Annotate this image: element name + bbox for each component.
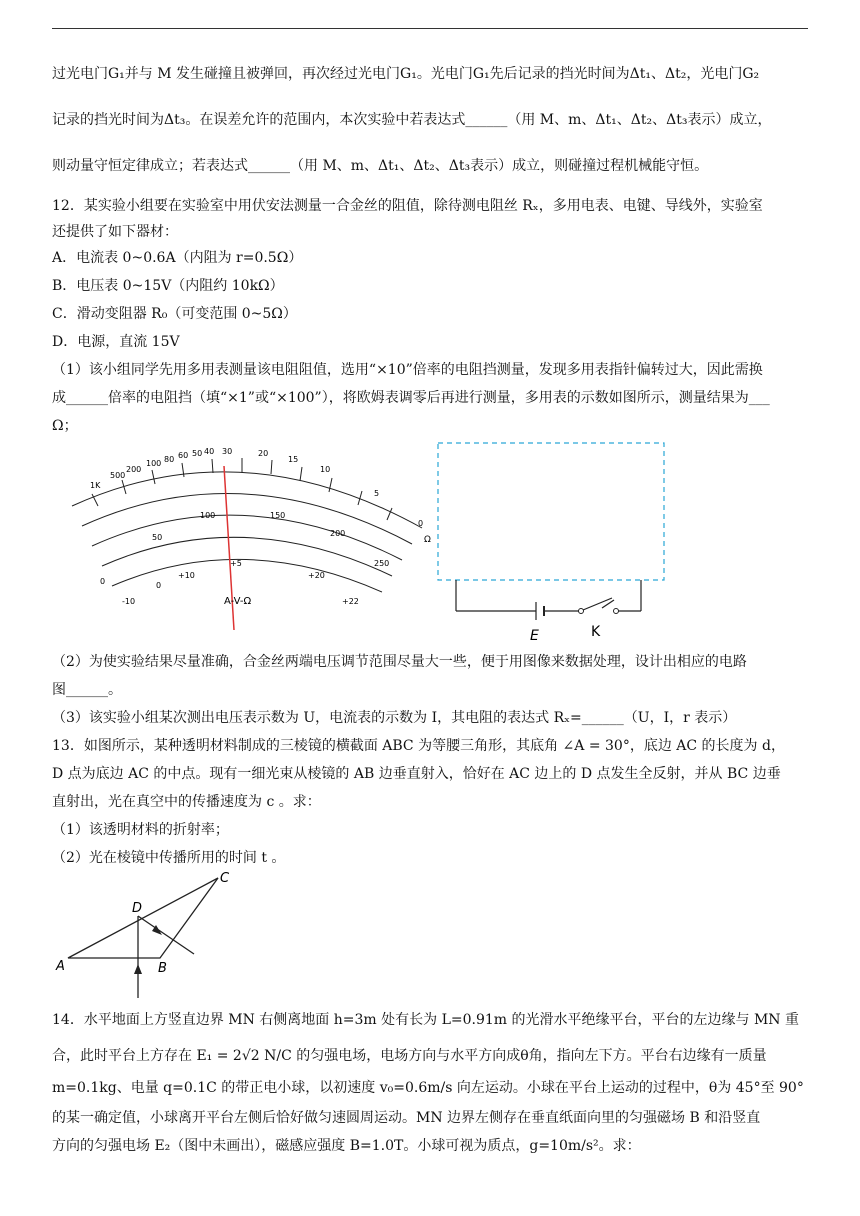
point-d-label: D [132, 901, 143, 916]
text-line: 方向的匀强电场 E₂（图中未画出），磁感应强度 B=1.0T。小球可视为质点，g=10m/s²。求： [52, 1138, 641, 1154]
dashed-design-area [438, 443, 664, 580]
question-13-title: 13．如图所示，某种透明材料制成的三棱镜的横截面 ABC 为等腰三角形，其底角 ∠A = 30°，底边 AC 的长度为 d， [52, 738, 785, 754]
ohm-tick-label: 200 [126, 465, 142, 474]
ac-tick-label: 0 [156, 581, 162, 590]
text-line: （2）为使实验结果尽量准确，合金丝两端电压调节范围尽量大一些，便于用图像来数据处理，设计出相应的电路 [52, 654, 747, 670]
vertex-c-label: C [220, 871, 230, 886]
ohm-tick-label: 5 [374, 489, 380, 498]
ohm-tick-label: 30 [222, 448, 233, 456]
switch-contact [614, 609, 619, 614]
ac-tick-label: +22 [342, 597, 359, 606]
battery-label: E [530, 628, 539, 644]
ohm-tick-label: 100 [146, 459, 162, 468]
switch-label: K [591, 624, 601, 640]
text-line: （1）该小组同学先用多用表测量该电阻阻值，选用“×10”倍率的电阻挡测量，发现多用表指针偏转过大，因此需换 [52, 362, 763, 378]
ohm-tick-label: 10 [320, 465, 331, 474]
header-rule [52, 28, 808, 29]
prism-figure [50, 868, 250, 1004]
option-c: C．滑动变阻器 R₀（可变范围 0~5Ω） [52, 306, 297, 322]
dc-tick-label: 250 [374, 559, 390, 568]
ray-arrow [134, 964, 142, 974]
text-line: 过光电门G₁并与 M 发生碰撞且被弹回，再次经过光电门G₁。光电门G₁先后记录的挡光时间为Δt₁、Δt₂，光电门G₂ [52, 66, 760, 82]
dc-tick-label: 0 [100, 577, 106, 586]
vertex-b-label: B [158, 961, 167, 976]
dc-tick-label: 150 [270, 511, 286, 520]
ac-tick-label: -10 [122, 597, 136, 606]
text-line: （2）光在棱镜中传播所用的时间 t 。 [52, 850, 286, 866]
dc-tick-label: 200 [330, 529, 346, 538]
text-line: （3）该实验小组某次测出电压表示数为 U，电流表的示数为 I，其电阻的表达式 Rₓ=______（U，I，r 表示） [52, 710, 737, 726]
multimeter-dial-figure [52, 448, 432, 630]
dc-tick-label: 100 [200, 511, 216, 520]
prism-triangle [68, 878, 218, 958]
dc-tick-label: 50 [152, 533, 163, 542]
text-line: 的某一确定值，小球离开平台左侧后恰好做匀速圆周运动。MN 边界左侧存在垂直纸面向里的匀强磁场 B 和沿竖直 [52, 1110, 761, 1126]
ohm-tick-label: 40 [204, 448, 215, 456]
text-line: 直射出，光在真空中的传播速度为 c 。求： [52, 794, 321, 810]
ohm-tick-label: 500 [110, 471, 126, 480]
question-14-title: 14．水平地面上方竖直边界 MN 右侧离地面 h=3m 处有长为 L=0.91m 的光滑水平绝缘平台，平台的左边缘与 MN 重 [52, 1012, 799, 1028]
ohm-tick-label: 60 [178, 451, 189, 460]
ac-tick-label: +5 [230, 559, 242, 568]
ac-tick-label: +20 [308, 571, 325, 580]
option-b: B．电压表 0~15V（内阻约 10kΩ） [52, 278, 284, 294]
text-line: （1）该透明材料的折射率； [52, 822, 229, 838]
text-line: Ω； [52, 418, 78, 434]
ac-tick-label: +10 [178, 571, 195, 580]
ohm-tick-label: 1K [90, 481, 101, 490]
ohm-tick-label: 0 [418, 519, 424, 528]
option-a: A．电流表 0~0.6A（内阻为 r=0.5Ω） [52, 250, 303, 266]
text-line: 还提供了如下器材： [52, 224, 178, 240]
text-line: 成______倍率的电阻挡（填“×1”或“×100”），将欧姆表调零后再进行测量，多用表的示数如图所示，测量结果为___ [52, 390, 770, 406]
switch-contact [579, 609, 584, 614]
text-line: 合，此时平台上方存在 E₁ = 2√2 N/C 的匀强电场，电场方向与水平方向成θ角，指向左下方。平台右边缘有一质量 [52, 1048, 767, 1064]
text-line: 图______。 [52, 682, 122, 698]
ohm-tick-label: 15 [288, 455, 299, 464]
omega-symbol: Ω [424, 535, 431, 545]
vertex-a-label: A [56, 959, 65, 974]
ohm-tick-label: 20 [258, 449, 269, 458]
meter-label: A-V-Ω [224, 596, 252, 607]
circuit-design-figure [436, 440, 676, 646]
text-line: 记录的挡光时间为Δt₃。在误差允许的范围内，本次实验中若表达式______（用 M、m、Δt₁、Δt₂、Δt₃表示）成立， [52, 112, 772, 128]
question-12-title: 12．某实验小组要在实验室中用伏安法测量一合金丝的阻值，除待测电阻丝 Rₓ，多用电表、电键、导线外，实验室 [52, 198, 763, 214]
text-line: D 点为底边 AC 的中点。现有一细光束从棱镜的 AB 边垂直射入，恰好在 AC 边上的 D 点发生全反射，并从 BC 边垂 [52, 766, 781, 782]
text-line: 则动量守恒定律成立；若表达式______（用 M、m、Δt₁、Δt₂、Δt₃表示）成立，则碰撞过程机械能守恒。 [52, 158, 709, 174]
ohm-tick-label: 50 [192, 449, 203, 458]
text-line: m=0.1kg、电量 q=0.1C 的带正电小球，以初速度 v₀=0.6m/s 向左运动。小球在平台上运动的过程中，θ为 45°至 90° [52, 1080, 804, 1096]
option-d: D．电源，直流 15V [52, 334, 180, 350]
ohm-tick-label: 80 [164, 455, 175, 464]
